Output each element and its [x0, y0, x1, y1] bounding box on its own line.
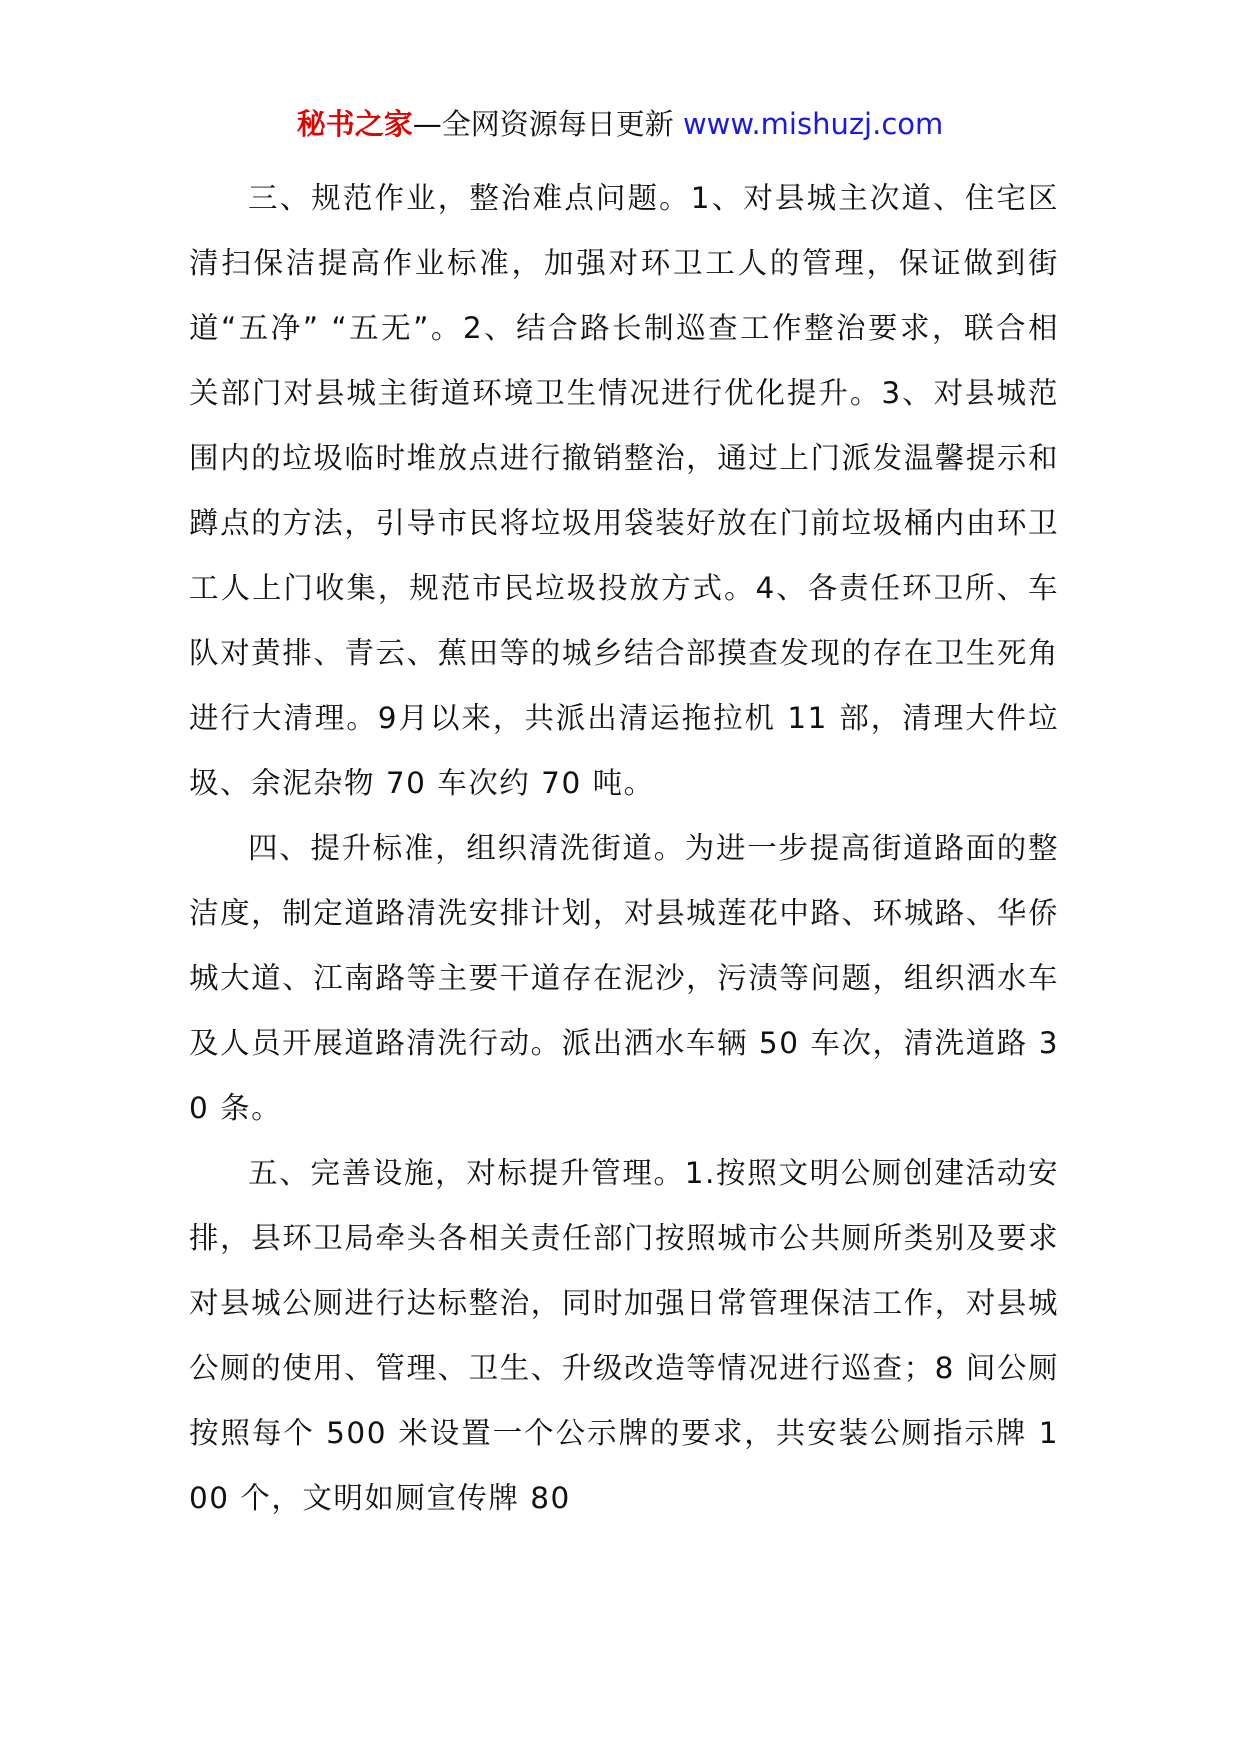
- page-header: [0, 104, 1240, 144]
- paragraph-section-five: 五、完善设施，对标提升管理。1.按照文明公厕创建活动安排，县环卫局牵头各相关责任部门按照城市公共厕所类别及要求对县城公厕进行达标整治，同时加强日常管理保洁工作，对县城公厕的使用、管理、卫生、升级改造等情况进行巡查；8 间公厕按照每个 500 米设置一个公示牌的要求，共安装公厕指示牌 100 个，文明如厕宣传牌 80: [189, 1156, 1059, 1515]
- header-site-url[interactable]: www.mishuzj.com: [682, 107, 944, 141]
- header-brand: 秘书之家: [296, 107, 413, 141]
- paragraph-section-three: 三、规范作业，整治难点问题。1、对县城主次道、住宅区清扫保洁提高作业标准，加强对环卫工人的管理，保证做到街道“五净” “五无”。2、结合路长制巡查工作整治要求，联合相关部门对县城主街道环境卫生情况进行优化提升。3、对县城范围内的垃圾临时堆放点进行撤销整治，通过上门派发温馨提示和蹲点的方法，引导市民将垃圾用袋装好放在门前垃圾桶内由环卫工人上门收集，规范市民垃圾投放方式。4、各责任环卫所、车队对黄排、青云、蕉田等的城乡结合部摸查发现的存在卫生死角进行大清理。9月以来，共派出清运拖拉机 11 部，清理大件垃圾、余泥杂物 70 车次约 70 吨。: [189, 181, 1059, 800]
- paragraph-section-four: 四、提升标准，组织清洗街道。为进一步提高街道路面的整洁度，制定道路清洗安排计划，对县城莲花中路、环城路、华侨城大道、江南路等主要干道存在泥沙，污渍等问题，组织洒水车及人员开展道路清洗行动。派出洒水车辆 50 车次，清洗道路 30 条。: [189, 831, 1059, 1125]
- header-tagline: —全网资源每日更新: [412, 107, 683, 141]
- document-body: [189, 166, 1059, 1531]
